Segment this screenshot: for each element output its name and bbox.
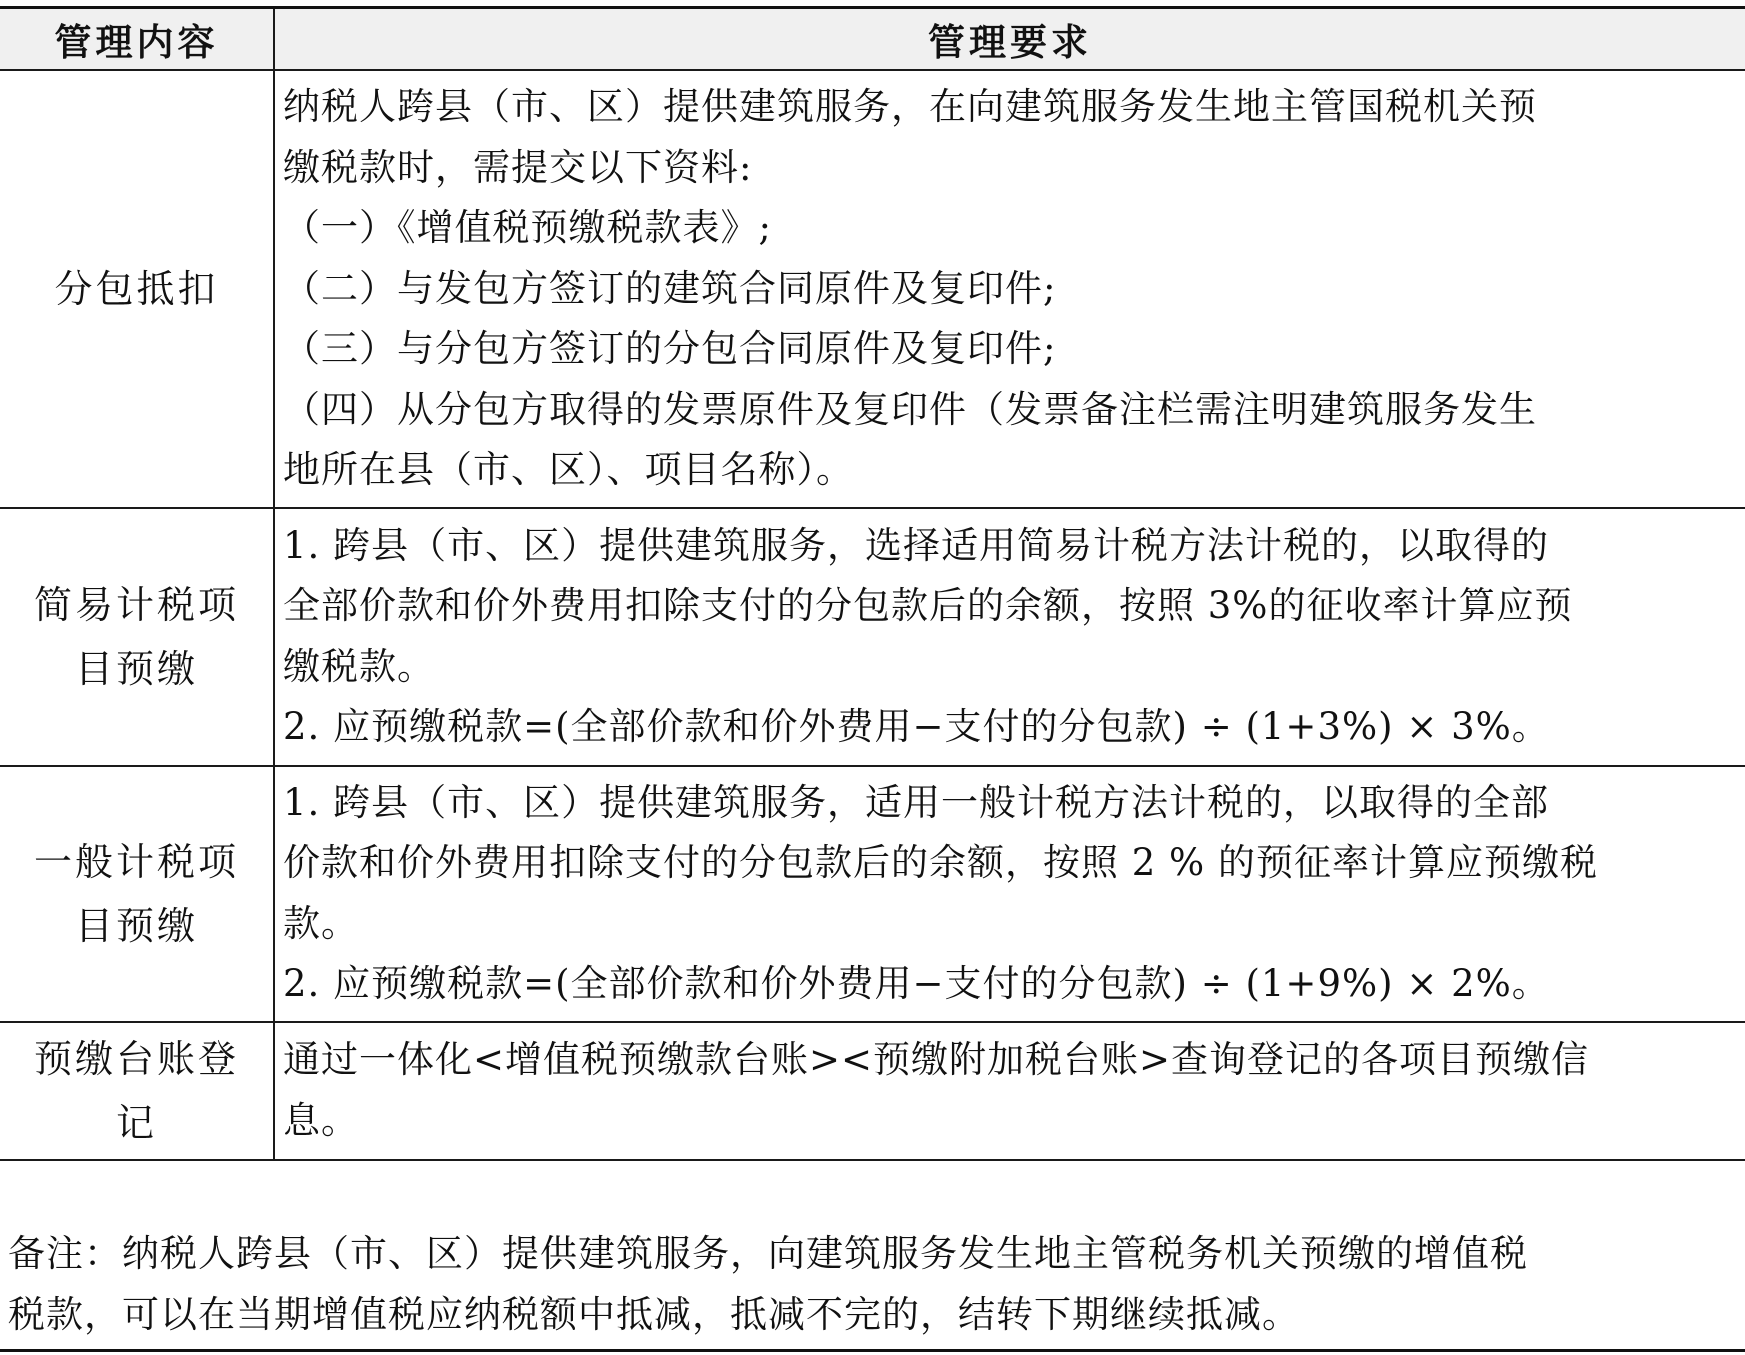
content-line: 款。: [283, 901, 359, 945]
content-line: 纳税人跨县（市、区）提供建筑服务，在向建筑服务发生地主管国税机关预: [283, 85, 1537, 128]
content-line: 缴税款时，需提交以下资料:: [283, 145, 753, 189]
content-line: 价款和价外费用扣除支付的分包款后的余额，按照 2 % 的预征率计算应预缴税: [283, 841, 1598, 884]
content-line: 1. 跨县（市、区）提供建筑服务，适用一般计税方法计税的，以取得的全部: [283, 780, 1550, 824]
content-line: （三）与分包方签订的分包合同原件及复印件;: [283, 327, 1057, 370]
table-row-general-tax-prepayment: [0, 766, 1745, 1022]
table-header-row: [0, 8, 1745, 71]
row-content: [274, 766, 1745, 1022]
row-label-line: 预缴台账登: [33, 1036, 239, 1081]
row-label-line: 记: [115, 1100, 157, 1145]
row-label-line: 一般计税项: [33, 839, 239, 884]
row-label: [0, 70, 274, 508]
content-line: 全部价款和价外费用扣除支付的分包款后的余额，按照 3%的征收率计算应预: [283, 584, 1573, 627]
management-table: [0, 6, 1745, 1161]
content-line: （四）从分包方取得的发票原件及复印件（发票备注栏需注明建筑服务发生: [283, 387, 1537, 431]
bottom-rule: [0, 1349, 1745, 1352]
content-line: 息。: [283, 1098, 359, 1142]
content-line: 缴税款。: [283, 644, 435, 688]
row-label: [0, 508, 274, 766]
content-line: 通过一体化<增值税预缴款台账><预缴附加税台账>查询登记的各项目预缴信: [283, 1038, 1590, 1081]
footnote: [0, 1216, 1745, 1345]
row-label-line: 简易计税项: [33, 582, 239, 627]
row-label: [0, 1022, 274, 1160]
row-content: [274, 508, 1745, 766]
header-management-content: 管理内容: [0, 8, 274, 71]
content-line: 地所在县（市、区）、项目名称）。: [283, 448, 854, 491]
row-label-line: 目预缴: [74, 646, 198, 691]
content-line: 2. 应预缴税款=(全部价款和价外费用−支付的分包款) ÷ (1+9%) × 2%。: [283, 962, 1550, 1005]
row-label-line: 分包抵扣: [54, 266, 219, 311]
footnote-line: 备注：纳税人跨县（市、区）提供建筑服务，向建筑服务发生地主管税务机关预缴的增值税: [8, 1232, 1528, 1275]
content-line: 2. 应预缴税款=(全部价款和价外费用−支付的分包款) ÷ (1+3%) × 3%。: [283, 705, 1550, 748]
row-content: [274, 70, 1745, 508]
content-line: （一）《增值税预缴税款表》;: [283, 206, 772, 249]
row-content: [274, 1022, 1745, 1160]
content-line: 1. 跨县（市、区）提供建筑服务，选择适用简易计税方法计税的，以取得的: [283, 523, 1550, 567]
table-row-subcontract-deduction: [0, 70, 1745, 508]
table-row-prepayment-ledger: [0, 1022, 1745, 1160]
row-label-line: 目预缴: [74, 903, 198, 948]
footnote-line: 税款，可以在当期增值税应纳税额中抵减，抵减不完的，结转下期继续抵减。: [8, 1292, 1300, 1336]
header-management-requirements: 管理要求: [274, 8, 1745, 71]
content-line: （二）与发包方签订的建筑合同原件及复印件;: [283, 266, 1057, 310]
row-label: [0, 766, 274, 1022]
table-row-simple-tax-prepayment: [0, 508, 1745, 766]
